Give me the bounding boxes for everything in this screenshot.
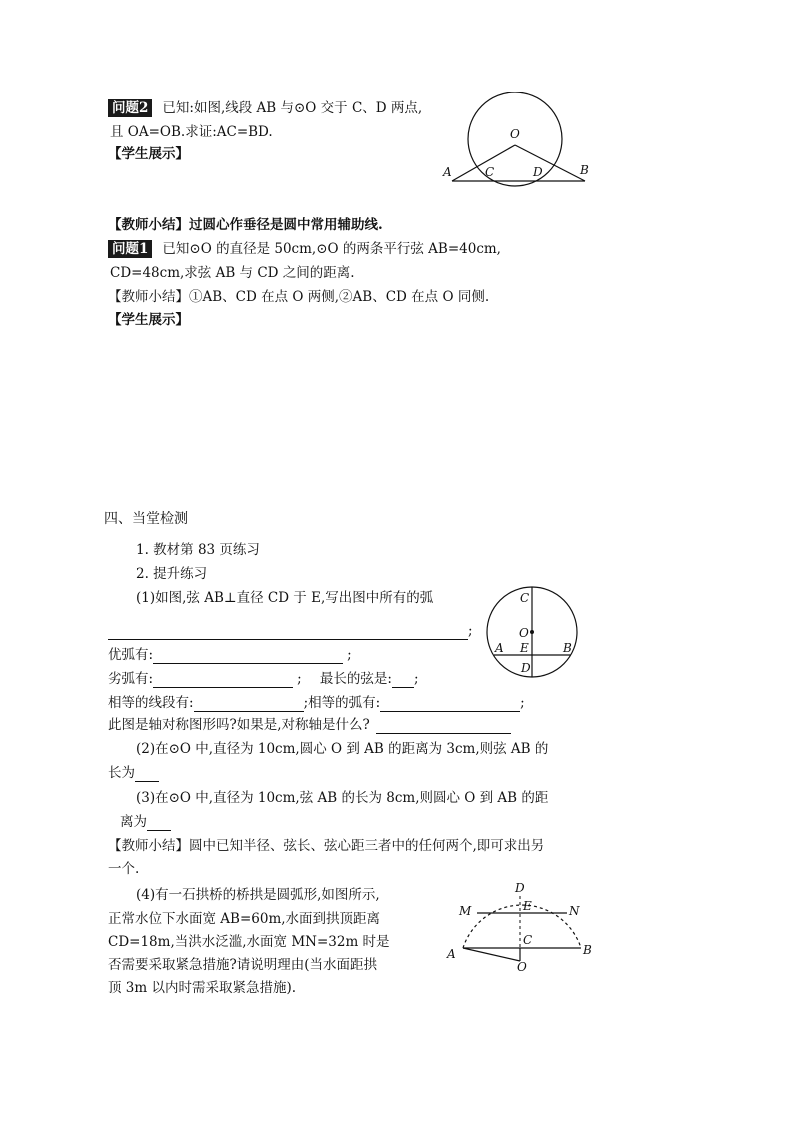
q4-line2: 正常水位下水面宽 AB=60m,水面到拱顶距离 [108, 911, 381, 927]
answer-blank-arcs[interactable] [108, 626, 468, 640]
answer-blank-longest[interactable] [392, 674, 414, 688]
q2-line1: (2)在⊙O 中,直径为 10cm,圆心 O 到 AB 的距离为 3cm,则弦 AB 的 [136, 741, 549, 757]
label-o3: O [517, 960, 527, 972]
segment-ob [515, 145, 585, 181]
q1-equal-items: 相等的线段有: ;相等的弧有: ; [108, 695, 525, 711]
label-d: D [533, 165, 543, 179]
label-o: O [510, 127, 520, 141]
answer-blank-equal-arcs[interactable] [380, 698, 520, 712]
label-b: B [580, 163, 589, 177]
radius-ao [463, 948, 520, 961]
q4-line1: (4)有一石拱桥的桥拱是圆弧形,如图所示, [136, 887, 380, 903]
section4-item2: 2. 提升练习 [136, 566, 208, 582]
q1-minor-arcs: 劣弧有: ; 最长的弦是: ; [108, 671, 419, 687]
section4-title: 四、当堂检测 [104, 511, 188, 527]
figure-chord-diameter [485, 585, 585, 681]
problem2-line2: 且 OA=OB.求证:AC=BD. [110, 124, 273, 140]
q4-line3: CD=18m,当洪水泛滥,水面宽 MN=32m 时是 [108, 934, 390, 950]
label-d3: D [515, 881, 525, 895]
answer-blank-q2[interactable] [135, 768, 159, 782]
figure-bridge-arch [443, 880, 603, 972]
problem1-line2: CD=48cm,求弦 AB 与 CD 之间的距离. [110, 265, 355, 281]
answer-blank-axis[interactable] [376, 720, 511, 734]
problem1-line1: 问题1 已知⊙O 的直径是 50cm,⊙O 的两条平行弦 AB=40cm, [108, 240, 501, 258]
problem2-tag: 问题2 [108, 99, 152, 117]
problem2-student-show: 【学生展示】 [108, 146, 189, 162]
answer-blank-segments[interactable] [194, 698, 304, 712]
label-a2: A [495, 641, 504, 655]
label-c: C [485, 165, 495, 179]
label-n3: N [569, 904, 580, 918]
label-o2: O [519, 626, 529, 640]
label-e2: E [520, 641, 529, 655]
label-m3: M [459, 904, 472, 918]
problem2-line1: 问题2 已知:如图,线段 AB 与⊙O 交于 C、D 两点, [108, 99, 422, 117]
label-b2: B [563, 641, 572, 655]
q3-line2: 离为 [120, 813, 171, 831]
summary-line1: 【教师小结】圆中已知半径、弦长、弦心距三者中的任何两个,即可求出另 [108, 838, 545, 854]
summary-line2: 一个. [108, 861, 140, 877]
q1-major-arcs: 优弧有: ; [108, 647, 352, 663]
label-d2: D [521, 661, 531, 675]
q4-line4: 否需要采取紧急措施?请说明理由(当水面距拱 [108, 957, 378, 973]
arch-dashed [463, 905, 581, 948]
problem1-tag: 问题1 [108, 240, 152, 258]
label-c2: C [520, 591, 530, 605]
q1-symmetric: 此图是轴对称图形吗?如果是,对称轴是什么? [108, 716, 511, 734]
problem2-teacher-summary: 【教师小结】过圆心作垂径是圆中常用辅助线. [108, 217, 383, 233]
answer-blank-minor[interactable] [153, 674, 293, 688]
section4-item1: 1. 教材第 83 页练习 [136, 542, 260, 558]
problem1-teacher-summary: 【教师小结】①AB、CD 在点 O 两侧,②AB、CD 在点 O 同侧. [108, 289, 490, 305]
center-dot [530, 630, 534, 634]
answer-blank-major[interactable] [153, 650, 343, 664]
q4-line5: 顶 3m 以内时需采取紧急措施). [108, 980, 297, 996]
answer-blank-q3[interactable] [147, 817, 171, 831]
label-a: A [443, 165, 452, 179]
problem1-student-show: 【学生展示】 [108, 312, 189, 328]
q2-line2: 长为 [108, 764, 159, 782]
label-a3: A [447, 947, 456, 961]
label-e3: E [523, 899, 532, 913]
q3-line1: (3)在⊙O 中,直径为 10cm,弦 AB 的长为 8cm,则圆心 O 到 AB 的距 [136, 790, 549, 806]
figure-circle-secant [438, 92, 598, 192]
label-b3: B [583, 943, 592, 957]
segment-oa [452, 145, 515, 181]
q1-answer-line: ; [108, 622, 473, 640]
q1-line1: (1)如图,弦 AB⊥直径 CD 于 E,写出图中所有的弧 [136, 590, 434, 606]
label-c3: C [523, 933, 533, 947]
